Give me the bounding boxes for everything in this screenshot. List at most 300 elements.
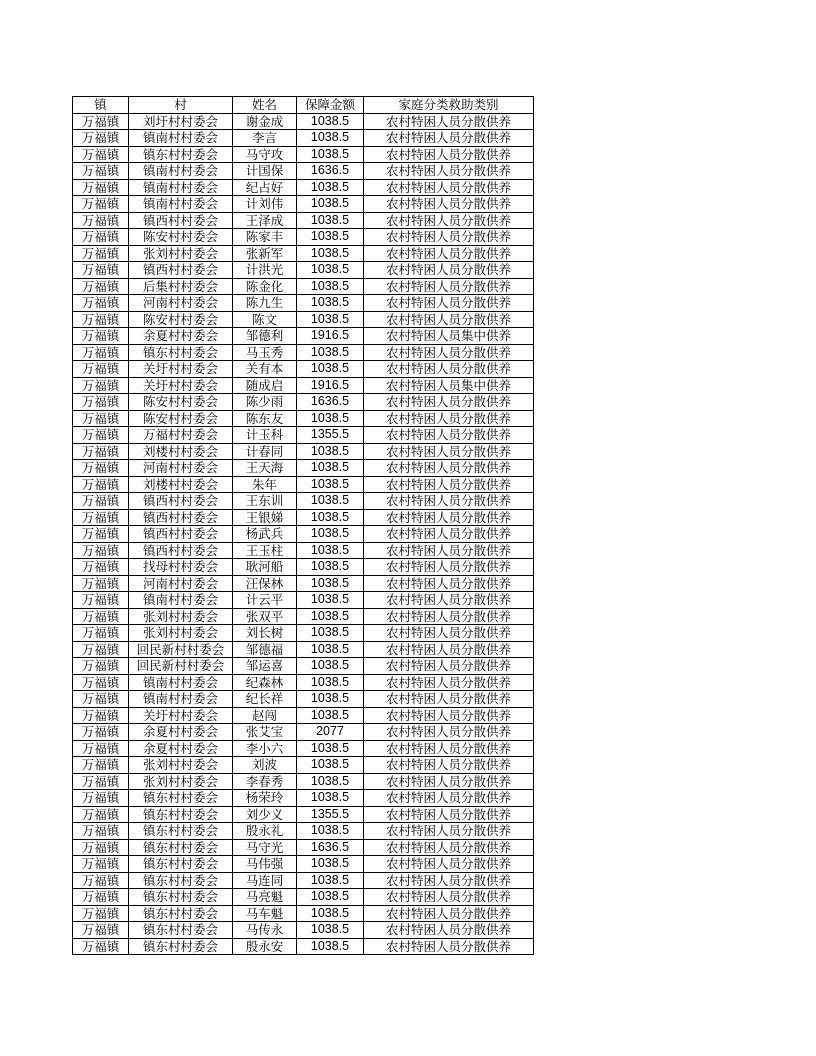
cell-village: 镇东村村委会 <box>129 922 233 939</box>
cell-name: 耿河船 <box>233 559 297 576</box>
cell-village: 张刘村村委会 <box>129 773 233 790</box>
table-row <box>73 196 534 213</box>
cell-amount: 1038.5 <box>297 493 364 510</box>
cell-village: 陈安村村委会 <box>129 229 233 246</box>
cell-village: 刘楼村村委会 <box>129 476 233 493</box>
cell-town: 万福镇 <box>73 889 129 906</box>
cell-town: 万福镇 <box>73 773 129 790</box>
cell-town: 万福镇 <box>73 311 129 328</box>
cell-amount: 1038.5 <box>297 311 364 328</box>
cell-village: 河南村村委会 <box>129 295 233 312</box>
cell-town: 万福镇 <box>73 674 129 691</box>
cell-name: 赵闯 <box>233 707 297 724</box>
cell-village: 张刘村村委会 <box>129 625 233 642</box>
cell-village: 万福村村委会 <box>129 427 233 444</box>
cell-village: 张刘村村委会 <box>129 608 233 625</box>
cell-category: 农村特困人员分散供养 <box>364 509 534 526</box>
cell-name: 杨荣玲 <box>233 790 297 807</box>
cell-amount: 1038.5 <box>297 575 364 592</box>
cell-amount: 1038.5 <box>297 245 364 262</box>
cell-name: 马伟强 <box>233 856 297 873</box>
cell-village: 陈安村村委会 <box>129 394 233 411</box>
cell-category: 农村特困人员分散供养 <box>364 427 534 444</box>
cell-town: 万福镇 <box>73 790 129 807</box>
table-row <box>73 113 534 130</box>
cell-category: 农村特困人员分散供养 <box>364 229 534 246</box>
cell-village: 陈安村村委会 <box>129 410 233 427</box>
header-name: 姓名 <box>233 97 297 114</box>
cell-town: 万福镇 <box>73 130 129 147</box>
cell-name: 马亮魁 <box>233 889 297 906</box>
cell-town: 万福镇 <box>73 493 129 510</box>
cell-name: 陈东友 <box>233 410 297 427</box>
cell-town: 万福镇 <box>73 592 129 609</box>
cell-town: 万福镇 <box>73 823 129 840</box>
cell-amount: 1038.5 <box>297 262 364 279</box>
cell-amount: 1636.5 <box>297 163 364 180</box>
cell-village: 镇东村村委会 <box>129 823 233 840</box>
cell-name: 马玉秀 <box>233 344 297 361</box>
cell-name: 王泽成 <box>233 212 297 229</box>
cell-village: 镇东村村委会 <box>129 146 233 163</box>
table-row <box>73 625 534 642</box>
cell-amount: 1038.5 <box>297 740 364 757</box>
cell-town: 万福镇 <box>73 377 129 394</box>
cell-amount: 1038.5 <box>297 773 364 790</box>
cell-town: 万福镇 <box>73 295 129 312</box>
cell-amount: 1355.5 <box>297 427 364 444</box>
cell-town: 万福镇 <box>73 212 129 229</box>
cell-village: 镇南村村委会 <box>129 196 233 213</box>
table-row <box>73 707 534 724</box>
cell-name: 王东训 <box>233 493 297 510</box>
table-row <box>73 724 534 741</box>
cell-town: 万福镇 <box>73 361 129 378</box>
cell-name: 关有本 <box>233 361 297 378</box>
cell-category: 农村特困人员分散供养 <box>364 740 534 757</box>
cell-name: 纪占好 <box>233 179 297 196</box>
cell-town: 万福镇 <box>73 509 129 526</box>
cell-amount: 1038.5 <box>297 344 364 361</box>
cell-town: 万福镇 <box>73 938 129 955</box>
cell-village: 余夏村村委会 <box>129 328 233 345</box>
table-header <box>73 97 534 114</box>
cell-amount: 1038.5 <box>297 476 364 493</box>
cell-village: 镇西村村委会 <box>129 526 233 543</box>
table-row <box>73 526 534 543</box>
cell-town: 万福镇 <box>73 427 129 444</box>
cell-category: 农村特困人员分散供养 <box>364 790 534 807</box>
cell-category: 农村特困人员分散供养 <box>364 113 534 130</box>
cell-category: 农村特困人员分散供养 <box>364 262 534 279</box>
cell-town: 万福镇 <box>73 856 129 873</box>
table-row <box>73 773 534 790</box>
cell-category: 农村特困人员分散供养 <box>364 344 534 361</box>
cell-name: 陈少雨 <box>233 394 297 411</box>
cell-name: 计洪光 <box>233 262 297 279</box>
cell-village: 镇东村村委会 <box>129 344 233 361</box>
cell-town: 万福镇 <box>73 625 129 642</box>
cell-category: 农村特困人员分散供养 <box>364 823 534 840</box>
cell-category: 农村特困人员分散供养 <box>364 889 534 906</box>
table-row <box>73 806 534 823</box>
cell-category: 农村特困人员分散供养 <box>364 559 534 576</box>
cell-name: 邹德福 <box>233 641 297 658</box>
cell-town: 万福镇 <box>73 262 129 279</box>
cell-category: 农村特困人员分散供养 <box>364 608 534 625</box>
table-body <box>73 113 534 955</box>
cell-town: 万福镇 <box>73 526 129 543</box>
cell-category: 农村特困人员分散供养 <box>364 476 534 493</box>
cell-amount: 1038.5 <box>297 790 364 807</box>
cell-name: 王天海 <box>233 460 297 477</box>
cell-village: 镇东村村委会 <box>129 806 233 823</box>
cell-category: 农村特困人员分散供养 <box>364 196 534 213</box>
cell-village: 河南村村委会 <box>129 460 233 477</box>
table-row <box>73 146 534 163</box>
cell-village: 刘楼村村委会 <box>129 443 233 460</box>
cell-village: 余夏村村委会 <box>129 740 233 757</box>
cell-amount: 1038.5 <box>297 658 364 675</box>
cell-village: 镇西村村委会 <box>129 262 233 279</box>
cell-name: 张新军 <box>233 245 297 262</box>
cell-amount: 1038.5 <box>297 691 364 708</box>
cell-village: 镇南村村委会 <box>129 691 233 708</box>
cell-name: 马车魁 <box>233 905 297 922</box>
cell-amount: 1038.5 <box>297 608 364 625</box>
table-row <box>73 856 534 873</box>
cell-amount: 1038.5 <box>297 196 364 213</box>
cell-village: 镇东村村委会 <box>129 872 233 889</box>
table-row <box>73 163 534 180</box>
table-row <box>73 179 534 196</box>
cell-amount: 1636.5 <box>297 839 364 856</box>
table-row <box>73 674 534 691</box>
cell-category: 农村特困人员分散供养 <box>364 443 534 460</box>
cell-name: 计刘伟 <box>233 196 297 213</box>
cell-amount: 1038.5 <box>297 674 364 691</box>
table-row <box>73 130 534 147</box>
cell-name: 马传永 <box>233 922 297 939</box>
cell-amount: 1038.5 <box>297 278 364 295</box>
cell-village: 陈安村村委会 <box>129 311 233 328</box>
table-row <box>73 278 534 295</box>
cell-amount: 1038.5 <box>297 938 364 955</box>
cell-village: 后集村村委会 <box>129 278 233 295</box>
cell-amount: 1038.5 <box>297 559 364 576</box>
cell-name: 计国保 <box>233 163 297 180</box>
cell-category: 农村特困人员分散供养 <box>364 592 534 609</box>
table-row <box>73 295 534 312</box>
cell-category: 农村特困人员分散供养 <box>364 245 534 262</box>
table-row <box>73 592 534 609</box>
table-row <box>73 394 534 411</box>
cell-village: 河南村村委会 <box>129 575 233 592</box>
header-amount: 保障金额 <box>297 97 364 114</box>
table-row <box>73 509 534 526</box>
cell-village: 镇西村村委会 <box>129 493 233 510</box>
cell-name: 刘少义 <box>233 806 297 823</box>
cell-category: 农村特困人员分散供养 <box>364 542 534 559</box>
table-row <box>73 559 534 576</box>
table-row <box>73 212 534 229</box>
cell-town: 万福镇 <box>73 344 129 361</box>
table-row <box>73 905 534 922</box>
table-row <box>73 575 534 592</box>
cell-name: 陈家丰 <box>233 229 297 246</box>
cell-category: 农村特困人员分散供养 <box>364 526 534 543</box>
cell-town: 万福镇 <box>73 460 129 477</box>
cell-town: 万福镇 <box>73 559 129 576</box>
cell-name: 陈九生 <box>233 295 297 312</box>
cell-town: 万福镇 <box>73 707 129 724</box>
table-row <box>73 542 534 559</box>
cell-town: 万福镇 <box>73 806 129 823</box>
cell-name: 马连同 <box>233 872 297 889</box>
cell-amount: 1038.5 <box>297 212 364 229</box>
cell-amount: 1038.5 <box>297 905 364 922</box>
cell-category: 农村特困人员分散供养 <box>364 410 534 427</box>
cell-amount: 1038.5 <box>297 641 364 658</box>
cell-amount: 1038.5 <box>297 443 364 460</box>
table-row <box>73 889 534 906</box>
cell-town: 万福镇 <box>73 542 129 559</box>
cell-name: 王玉柱 <box>233 542 297 559</box>
cell-name: 殷永礼 <box>233 823 297 840</box>
assistance-table <box>72 96 534 955</box>
table-row <box>73 691 534 708</box>
table-row <box>73 658 534 675</box>
cell-town: 万福镇 <box>73 740 129 757</box>
cell-name: 马守光 <box>233 839 297 856</box>
cell-village: 余夏村村委会 <box>129 724 233 741</box>
table-row <box>73 311 534 328</box>
cell-amount: 1038.5 <box>297 113 364 130</box>
table-row <box>73 922 534 939</box>
cell-village: 关圩村村委会 <box>129 361 233 378</box>
table-row <box>73 872 534 889</box>
cell-name: 邹运喜 <box>233 658 297 675</box>
cell-name: 纪森林 <box>233 674 297 691</box>
table-row <box>73 328 534 345</box>
cell-village: 找母村村委会 <box>129 559 233 576</box>
cell-village: 镇西村村委会 <box>129 509 233 526</box>
cell-name: 汪保林 <box>233 575 297 592</box>
cell-village: 镇西村村委会 <box>129 542 233 559</box>
cell-amount: 1038.5 <box>297 130 364 147</box>
cell-village: 镇西村村委会 <box>129 212 233 229</box>
cell-village: 镇南村村委会 <box>129 179 233 196</box>
cell-amount: 1038.5 <box>297 625 364 642</box>
cell-town: 万福镇 <box>73 839 129 856</box>
table-row <box>73 641 534 658</box>
cell-category: 农村特困人员分散供养 <box>364 575 534 592</box>
cell-category: 农村特困人员分散供养 <box>364 905 534 922</box>
cell-town: 万福镇 <box>73 196 129 213</box>
cell-amount: 1038.5 <box>297 295 364 312</box>
cell-category: 农村特困人员分散供养 <box>364 839 534 856</box>
table-row <box>73 823 534 840</box>
table-row <box>73 443 534 460</box>
cell-category: 农村特困人员分散供养 <box>364 295 534 312</box>
cell-town: 万福镇 <box>73 146 129 163</box>
cell-category: 农村特困人员分散供养 <box>364 641 534 658</box>
table-row <box>73 608 534 625</box>
cell-category: 农村特困人员分散供养 <box>364 872 534 889</box>
cell-town: 万福镇 <box>73 245 129 262</box>
header-town: 镇 <box>73 97 129 114</box>
cell-town: 万福镇 <box>73 658 129 675</box>
cell-village: 张刘村村委会 <box>129 757 233 774</box>
cell-name: 随成启 <box>233 377 297 394</box>
cell-name: 李言 <box>233 130 297 147</box>
cell-town: 万福镇 <box>73 328 129 345</box>
cell-amount: 1038.5 <box>297 889 364 906</box>
cell-name: 李小六 <box>233 740 297 757</box>
table-row <box>73 938 534 955</box>
cell-amount: 1038.5 <box>297 872 364 889</box>
cell-name: 朱年 <box>233 476 297 493</box>
cell-name: 计春同 <box>233 443 297 460</box>
cell-village: 刘圩村村委会 <box>129 113 233 130</box>
table-row <box>73 410 534 427</box>
cell-amount: 1916.5 <box>297 377 364 394</box>
cell-amount: 1355.5 <box>297 806 364 823</box>
cell-name: 刘长树 <box>233 625 297 642</box>
header-village: 村 <box>129 97 233 114</box>
cell-category: 农村特困人员分散供养 <box>364 179 534 196</box>
header-row <box>73 97 534 114</box>
cell-amount: 2077 <box>297 724 364 741</box>
cell-amount: 1038.5 <box>297 361 364 378</box>
cell-town: 万福镇 <box>73 872 129 889</box>
cell-town: 万福镇 <box>73 757 129 774</box>
cell-category: 农村特困人员分散供养 <box>364 938 534 955</box>
cell-amount: 1038.5 <box>297 460 364 477</box>
cell-name: 谢金成 <box>233 113 297 130</box>
table-row <box>73 361 534 378</box>
cell-amount: 1636.5 <box>297 394 364 411</box>
cell-category: 农村特困人员分散供养 <box>364 806 534 823</box>
cell-amount: 1038.5 <box>297 179 364 196</box>
cell-town: 万福镇 <box>73 608 129 625</box>
cell-village: 镇东村村委会 <box>129 839 233 856</box>
cell-town: 万福镇 <box>73 229 129 246</box>
cell-category: 农村特困人员分散供养 <box>364 773 534 790</box>
table-row <box>73 757 534 774</box>
table-row <box>73 427 534 444</box>
cell-category: 农村特困人员分散供养 <box>364 493 534 510</box>
cell-village: 回民新村村委会 <box>129 658 233 675</box>
cell-amount: 1038.5 <box>297 526 364 543</box>
cell-category: 农村特困人员分散供养 <box>364 707 534 724</box>
cell-village: 镇东村村委会 <box>129 856 233 873</box>
cell-village: 张刘村村委会 <box>129 245 233 262</box>
cell-village: 镇东村村委会 <box>129 905 233 922</box>
cell-category: 农村特困人员分散供养 <box>364 658 534 675</box>
cell-category: 农村特困人员集中供养 <box>364 328 534 345</box>
cell-village: 镇南村村委会 <box>129 674 233 691</box>
table-row <box>73 344 534 361</box>
cell-name: 杨武兵 <box>233 526 297 543</box>
table-row <box>73 839 534 856</box>
cell-category: 农村特困人员分散供养 <box>364 674 534 691</box>
cell-amount: 1038.5 <box>297 229 364 246</box>
cell-town: 万福镇 <box>73 476 129 493</box>
cell-category: 农村特困人员分散供养 <box>364 856 534 873</box>
cell-amount: 1038.5 <box>297 856 364 873</box>
cell-name: 王银娣 <box>233 509 297 526</box>
cell-name: 刘波 <box>233 757 297 774</box>
cell-amount: 1038.5 <box>297 592 364 609</box>
cell-town: 万福镇 <box>73 641 129 658</box>
cell-name: 李春秀 <box>233 773 297 790</box>
table-row <box>73 262 534 279</box>
cell-village: 镇南村村委会 <box>129 592 233 609</box>
cell-town: 万福镇 <box>73 922 129 939</box>
cell-village: 镇东村村委会 <box>129 790 233 807</box>
cell-town: 万福镇 <box>73 443 129 460</box>
cell-amount: 1038.5 <box>297 509 364 526</box>
cell-town: 万福镇 <box>73 905 129 922</box>
cell-village: 关圩村村委会 <box>129 377 233 394</box>
header-category: 家庭分类救助类别 <box>364 97 534 114</box>
table-row <box>73 460 534 477</box>
cell-town: 万福镇 <box>73 394 129 411</box>
cell-name: 陈金化 <box>233 278 297 295</box>
cell-category: 农村特困人员分散供养 <box>364 460 534 477</box>
cell-town: 万福镇 <box>73 113 129 130</box>
cell-amount: 1038.5 <box>297 757 364 774</box>
cell-town: 万福镇 <box>73 179 129 196</box>
cell-category: 农村特困人员分散供养 <box>364 361 534 378</box>
cell-name: 张双平 <box>233 608 297 625</box>
cell-category: 农村特困人员分散供养 <box>364 130 534 147</box>
cell-town: 万福镇 <box>73 575 129 592</box>
cell-town: 万福镇 <box>73 278 129 295</box>
cell-amount: 1038.5 <box>297 542 364 559</box>
cell-category: 农村特困人员集中供养 <box>364 377 534 394</box>
cell-name: 计玉科 <box>233 427 297 444</box>
cell-amount: 1038.5 <box>297 922 364 939</box>
cell-name: 马守攻 <box>233 146 297 163</box>
cell-category: 农村特困人员分散供养 <box>364 922 534 939</box>
cell-amount: 1038.5 <box>297 823 364 840</box>
cell-name: 纪长祥 <box>233 691 297 708</box>
cell-name: 张艾宝 <box>233 724 297 741</box>
table-row <box>73 493 534 510</box>
cell-village: 镇东村村委会 <box>129 889 233 906</box>
cell-category: 农村特困人员分散供养 <box>364 278 534 295</box>
cell-category: 农村特困人员分散供养 <box>364 724 534 741</box>
cell-village: 关圩村村委会 <box>129 707 233 724</box>
cell-town: 万福镇 <box>73 724 129 741</box>
cell-village: 镇南村村委会 <box>129 130 233 147</box>
cell-amount: 1916.5 <box>297 328 364 345</box>
cell-village: 回民新村村委会 <box>129 641 233 658</box>
cell-category: 农村特困人员分散供养 <box>364 311 534 328</box>
cell-category: 农村特困人员分散供养 <box>364 394 534 411</box>
table-row <box>73 377 534 394</box>
cell-category: 农村特困人员分散供养 <box>364 146 534 163</box>
cell-category: 农村特困人员分散供养 <box>364 212 534 229</box>
cell-amount: 1038.5 <box>297 146 364 163</box>
cell-village: 镇东村村委会 <box>129 938 233 955</box>
cell-village: 镇南村村委会 <box>129 163 233 180</box>
cell-town: 万福镇 <box>73 691 129 708</box>
table-row <box>73 476 534 493</box>
table-row <box>73 790 534 807</box>
